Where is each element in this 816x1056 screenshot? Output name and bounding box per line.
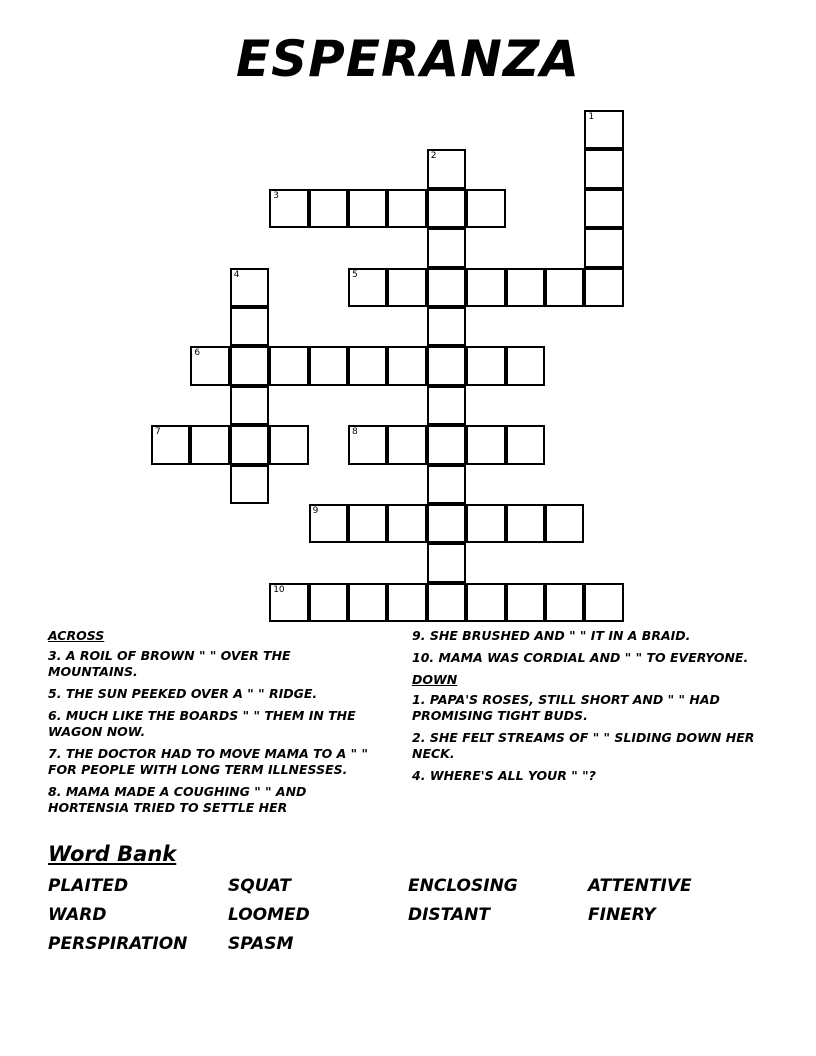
crossword-cell[interactable] bbox=[427, 149, 466, 188]
crossword-cell[interactable] bbox=[427, 425, 466, 464]
clue-down-2: 2. SHE FELT STREAMS OF " " SLIDING DOWN HER NECK. bbox=[412, 730, 755, 761]
cell-number: 5 bbox=[352, 269, 358, 280]
crossword-cell[interactable] bbox=[348, 583, 387, 622]
crossword-cell[interactable] bbox=[427, 583, 466, 622]
crossword-cell[interactable] bbox=[348, 504, 387, 543]
crossword-cell[interactable] bbox=[427, 543, 466, 582]
crossword-cell[interactable] bbox=[269, 189, 308, 228]
crossword-cell[interactable] bbox=[466, 504, 505, 543]
crossword-cell[interactable] bbox=[584, 189, 623, 228]
crossword-cell[interactable] bbox=[584, 110, 623, 149]
word-bank-item: ATTENTIVE bbox=[588, 876, 692, 896]
crossword-cell[interactable] bbox=[309, 189, 348, 228]
crossword-cell[interactable] bbox=[348, 189, 387, 228]
crossword-cell[interactable] bbox=[466, 346, 505, 385]
word-bank-title: Word Bank bbox=[48, 842, 177, 866]
clues-left-column bbox=[48, 628, 383, 822]
word-bank-item: SQUAT bbox=[228, 876, 291, 896]
crossword-cell[interactable] bbox=[545, 504, 584, 543]
crossword-cell[interactable] bbox=[584, 228, 623, 267]
clue-across-5: 5. THE SUN PEEKED OVER A " " RIDGE. bbox=[48, 686, 318, 701]
crossword-cell[interactable] bbox=[466, 425, 505, 464]
crossword-cell[interactable] bbox=[466, 189, 505, 228]
crossword-cell[interactable] bbox=[309, 583, 348, 622]
clue-across-3: 3. A ROIL OF BROWN " " OVER THE MOUNTAINS. bbox=[48, 648, 291, 679]
cell-number: 10 bbox=[273, 584, 285, 595]
crossword-cell[interactable] bbox=[545, 268, 584, 307]
crossword-cell[interactable] bbox=[309, 504, 348, 543]
clue-across-6: 6. MUCH LIKE THE BOARDS " " THEM IN THE WAGON NOW. bbox=[48, 708, 356, 739]
crossword-cell[interactable] bbox=[190, 425, 229, 464]
crossword-cell[interactable] bbox=[584, 583, 623, 622]
crossword-cell[interactable] bbox=[506, 504, 545, 543]
crossword-cell[interactable] bbox=[427, 346, 466, 385]
crossword-cell[interactable] bbox=[506, 583, 545, 622]
crossword-cell[interactable] bbox=[387, 346, 426, 385]
crossword-cell[interactable] bbox=[269, 583, 308, 622]
word-bank bbox=[48, 876, 768, 955]
clue-down-1: 1. PAPA'S ROSES, STILL SHORT AND " " HAD PROMISING TIGHT BUDS. bbox=[412, 692, 720, 723]
word-bank-item: DISTANT bbox=[408, 905, 490, 925]
crossword-cell[interactable] bbox=[506, 346, 545, 385]
crossword-cell[interactable] bbox=[348, 346, 387, 385]
word-bank-item: SPASM bbox=[228, 934, 294, 954]
clue-across-10: 10. MAMA WAS CORDIAL AND " " TO EVERYONE. bbox=[412, 650, 749, 665]
cell-number: 2 bbox=[430, 151, 437, 162]
page-title: ESPERANZA bbox=[236, 30, 580, 88]
clues-right-column bbox=[412, 628, 757, 790]
crossword-cell[interactable] bbox=[230, 465, 269, 504]
crossword-cell[interactable] bbox=[584, 268, 623, 307]
cell-number: 9 bbox=[312, 506, 319, 516]
crossword-cell[interactable] bbox=[348, 425, 387, 464]
word-bank-item: WARD bbox=[48, 905, 107, 925]
crossword-cell[interactable] bbox=[269, 425, 308, 464]
cell-number: 8 bbox=[352, 427, 358, 438]
crossword-cell[interactable] bbox=[466, 268, 505, 307]
crossword-cell[interactable] bbox=[427, 465, 466, 504]
crossword-cell[interactable] bbox=[427, 504, 466, 543]
crossword-cell[interactable] bbox=[387, 425, 426, 464]
across-heading: ACROSS bbox=[48, 628, 105, 643]
crossword-cell[interactable] bbox=[427, 268, 466, 307]
crossword-cell[interactable] bbox=[387, 583, 426, 622]
clue-across-8: 8. MAMA MADE A COUGHING " " AND HORTENSIA TRIED TO SETTLE HER bbox=[48, 784, 307, 815]
word-bank-item: ENCLOSING bbox=[408, 876, 518, 896]
crossword-cell[interactable] bbox=[190, 346, 229, 385]
word-bank-item: PERSPIRATION bbox=[48, 934, 188, 954]
crossword-cell[interactable] bbox=[269, 346, 308, 385]
down-heading: DOWN bbox=[412, 672, 458, 687]
crossword-cell[interactable] bbox=[151, 425, 190, 464]
clue-across-7: 7. THE DOCTOR HAD TO MOVE MAMA TO A " " FOR PEOPLE WITH LONG TERM ILLNESSES. bbox=[48, 746, 369, 777]
cell-number: 3 bbox=[273, 190, 279, 201]
crossword-cell[interactable] bbox=[387, 189, 426, 228]
crossword-cell[interactable] bbox=[506, 425, 545, 464]
crossword-cell[interactable] bbox=[584, 149, 623, 188]
crossword-cell[interactable] bbox=[348, 268, 387, 307]
crossword-cell[interactable] bbox=[545, 583, 584, 622]
crossword-cell[interactable] bbox=[466, 583, 505, 622]
cell-number: 6 bbox=[194, 348, 201, 359]
crossword-cell[interactable] bbox=[506, 268, 545, 307]
crossword-cell[interactable] bbox=[230, 307, 269, 346]
crossword-cell[interactable] bbox=[387, 268, 426, 307]
clue-across-9: 9. SHE BRUSHED AND " " IT IN A BRAID. bbox=[412, 628, 691, 643]
word-bank-item: PLAITED bbox=[48, 876, 129, 896]
crossword-cell[interactable] bbox=[230, 386, 269, 425]
crossword-cell[interactable] bbox=[427, 307, 466, 346]
crossword-cell[interactable] bbox=[427, 386, 466, 425]
crossword-cell[interactable] bbox=[427, 189, 466, 228]
word-bank-item: FINERY bbox=[588, 905, 656, 925]
cell-number: 7 bbox=[155, 427, 161, 438]
crossword-cell[interactable] bbox=[230, 425, 269, 464]
crossword-cell[interactable] bbox=[427, 228, 466, 267]
word-bank-item: LOOMED bbox=[228, 905, 310, 925]
cell-number: 4 bbox=[233, 269, 240, 280]
crossword-cell[interactable] bbox=[230, 346, 269, 385]
crossword-cell[interactable] bbox=[387, 504, 426, 543]
cell-number: 1 bbox=[588, 112, 595, 122]
crossword-cell[interactable] bbox=[309, 346, 348, 385]
crossword-cell[interactable] bbox=[230, 268, 269, 307]
clue-down-4: 4. WHERE'S ALL YOUR " "? bbox=[412, 768, 596, 783]
